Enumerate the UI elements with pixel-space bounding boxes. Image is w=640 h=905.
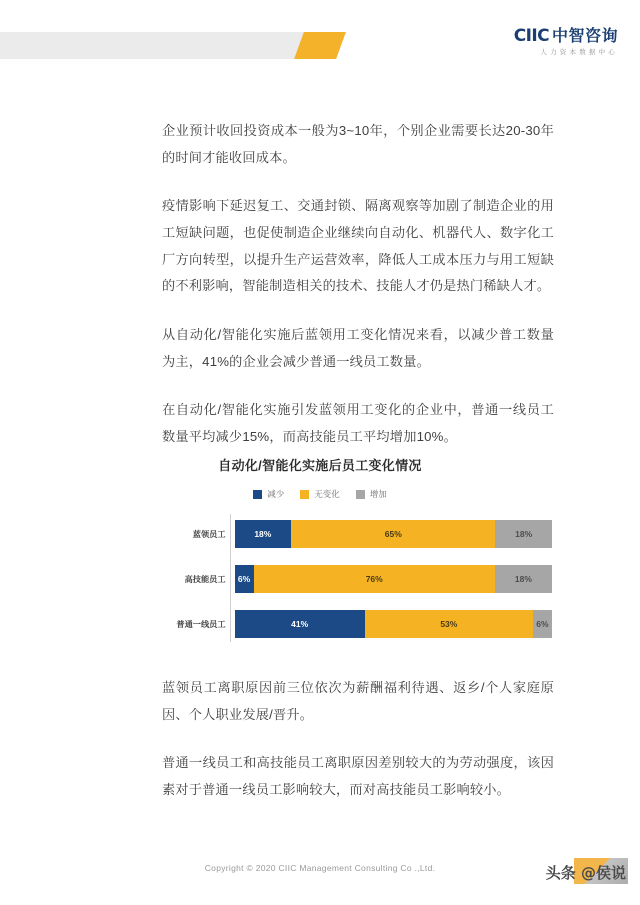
chart-category-label: 蓝领员工 xyxy=(192,529,226,539)
paragraph: 蓝领员工离职原因前三位依次为薪酬福利待遇、返乡/个人家庭原因、个人职业发展/晋升。 xyxy=(162,680,554,722)
company-logo xyxy=(514,28,618,57)
document-body-lower xyxy=(162,675,554,826)
chart-bar-track xyxy=(235,610,552,638)
legend-item-increase xyxy=(356,488,387,500)
legend-item-nochange xyxy=(300,488,340,500)
chart-bar-track xyxy=(235,520,552,548)
chart-category-label: 普通一线员工 xyxy=(176,619,226,629)
copyright-text: Copyright © 2020 CIIC Management Consulting Co .,Ltd. xyxy=(204,863,436,873)
chart-bar-row xyxy=(172,565,552,593)
page-footer xyxy=(0,845,640,905)
chart-segment-increase: 18% xyxy=(495,565,552,593)
chart-segment-decrease: 41% xyxy=(235,610,365,638)
chart-category-label: 高技能员工 xyxy=(184,574,226,584)
watermark-text: 头条 @侯说 xyxy=(545,864,626,882)
document-body xyxy=(162,118,554,473)
logo-subtitle: 人力资本数据中心 xyxy=(540,49,618,56)
chart-bar-row xyxy=(172,520,552,548)
legend-label-decrease: 减少 xyxy=(267,489,285,499)
chart-segment-nochange: 65% xyxy=(291,520,495,548)
legend-swatch-decrease xyxy=(253,490,262,499)
chart-segment-decrease: 18% xyxy=(235,520,292,548)
chart-segment-increase: 6% xyxy=(533,610,552,638)
paragraph: 从自动化/智能化实施后蓝领用工变化情况来看，以减少普工数量为主，41%的企业会减少普通一线员工数量。 xyxy=(162,326,554,369)
paragraph: 普通一线员工和高技能员工离职原因差别较大的为劳动强度，该因素对于普通一线员工影响较大，而对高技能员工影响较小。 xyxy=(162,755,554,797)
watermark xyxy=(540,857,632,887)
logo-mark-text: CIIC xyxy=(513,26,549,46)
legend-label-nochange: 无变化 xyxy=(314,489,340,499)
chart-bar-track xyxy=(235,565,552,593)
paragraph: 企业预计收回投资成本一般为3~10年，个别企业需要长达20-30年的时间才能收回成本。 xyxy=(162,123,554,165)
logo-main-row xyxy=(514,28,618,45)
employee-change-chart xyxy=(0,450,640,655)
chart-plot-area xyxy=(172,514,552,642)
legend-swatch-increase xyxy=(356,490,365,499)
logo-company-name: 中智咨询 xyxy=(551,28,618,45)
chart-title: 自动化/智能化实施后员工变化情况 xyxy=(218,458,422,473)
header-gray-parallelogram xyxy=(0,32,305,59)
chart-segment-nochange: 76% xyxy=(254,565,495,593)
chart-bar-row xyxy=(172,610,552,638)
chart-segment-decrease: 6% xyxy=(235,565,254,593)
chart-segment-nochange: 53% xyxy=(365,610,533,638)
legend-label-increase: 增加 xyxy=(369,489,387,499)
paragraph: 疫情影响下延迟复工、交通封锁、隔离观察等加剧了制造企业的用工短缺问题，也促使制造企业继续向自动化、机器代人、数字化工厂方向转型，以提升生产运营效率，降低人工成本压力与用工短缺的不利影响，智能制造相关的技术、技能人才仍是热门稀缺人才。 xyxy=(162,198,554,294)
page-header xyxy=(0,0,640,90)
chart-legend xyxy=(0,488,640,500)
paragraph: 在自动化/智能化实施引发蓝领用工变化的企业中，普通一线员工数量平均减少15%，而高技能员工平均增加10%。 xyxy=(162,402,554,444)
legend-item-decrease xyxy=(253,488,284,500)
legend-swatch-nochange xyxy=(300,490,309,499)
chart-segment-increase: 18% xyxy=(495,520,552,548)
